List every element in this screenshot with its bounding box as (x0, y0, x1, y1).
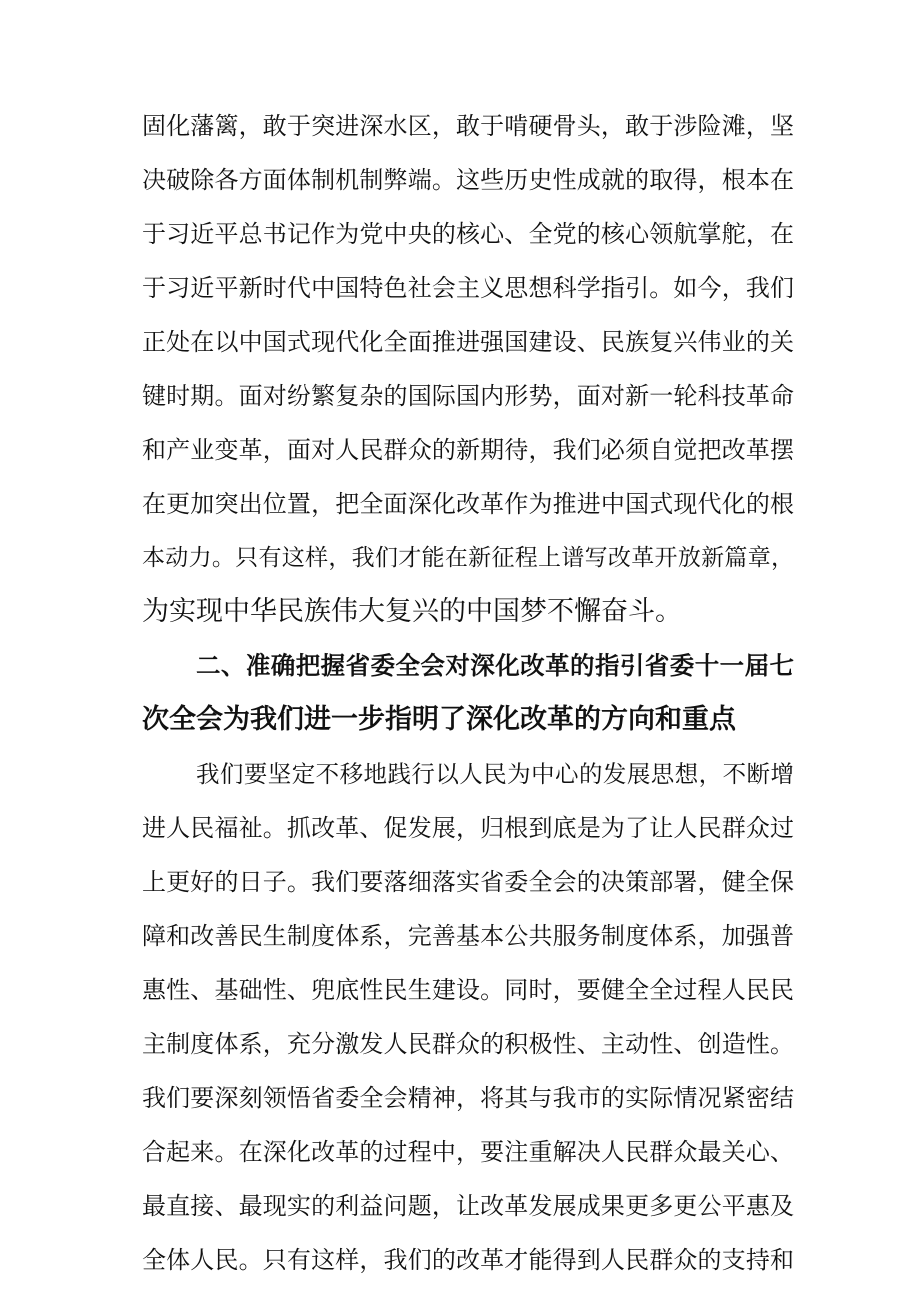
paragraph-line: 障和改善民生制度体系，完善基本公共服务制度体系，加强普 (142, 922, 794, 950)
paragraph-2 (142, 747, 794, 1287)
paragraph-line: 固化藩篱，敢于突进深水区，敢于啃硬骨头，敢于涉险滩，坚 (142, 112, 794, 140)
paragraph-line: 进人民福祉。抓改革、促发展，归根到底是为了让人民群众过 (142, 814, 794, 842)
paragraph-line: 全体人民。只有这样，我们的改革才能得到人民群众的支持和 (142, 1246, 794, 1274)
paragraph-1 (142, 99, 794, 639)
paragraph-line: 合起来。在深化改革的过程中，要注重解决人民群众最关心、 (142, 1138, 794, 1166)
paragraph-line: 我们要深刻领悟省委全会精神，将其与我市的实际情况紧密结 (142, 1084, 794, 1112)
paragraph-line: 为实现中华民族伟大复兴的中国梦不懈奋斗。 (142, 596, 682, 627)
paragraph-line: 于习近平总书记作为党中央的核心、全党的核心领航掌舵，在 (142, 220, 794, 248)
paragraph-line: 在更加突出位置，把全面深化改革作为推进中国式现代化的根 (142, 490, 794, 518)
paragraph-line: 上更好的日子。我们要落细落实省委全会的决策部署，健全保 (142, 868, 794, 896)
paragraph-line: 主制度体系，充分激发人民群众的积极性、主动性、创造性。 (142, 1030, 794, 1058)
paragraph-line: 我们要坚定不移地践行以人民为中心的发展思想，不断增 (196, 760, 794, 788)
paragraph-line: 决破除各方面体制机制弊端。这些历史性成就的取得，根本在 (142, 166, 794, 194)
paragraph-line: 最直接、最现实的利益问题，让改革发展成果更多更公平惠及 (142, 1192, 794, 1220)
paragraph-line: 正处在以中国式现代化全面推进强国建设、民族复兴伟业的关 (142, 328, 794, 356)
heading-line: 次全会为我们进一步指明了深化改革的方向和重点 (142, 704, 736, 735)
document-body (142, 99, 794, 1287)
paragraph-line: 键时期。面对纷繁复杂的国际国内形势，面对新一轮科技革命 (142, 382, 794, 410)
section-heading (142, 639, 794, 747)
paragraph-line: 和产业变革，面对人民群众的新期待，我们必须自觉把改革摆 (142, 436, 794, 464)
heading-line: 二、准确把握省委全会对深化改革的指引省委十一届七 (196, 651, 794, 680)
paragraph-line: 于习近平新时代中国特色社会主义思想科学指引。如今，我们 (142, 274, 794, 302)
paragraph-line: 本动力。只有这样，我们才能在新征程上谱写改革开放新篇章， (142, 545, 794, 571)
paragraph-line: 惠性、基础性、兜底性民生建设。同时，要健全全过程人民民 (142, 976, 794, 1004)
